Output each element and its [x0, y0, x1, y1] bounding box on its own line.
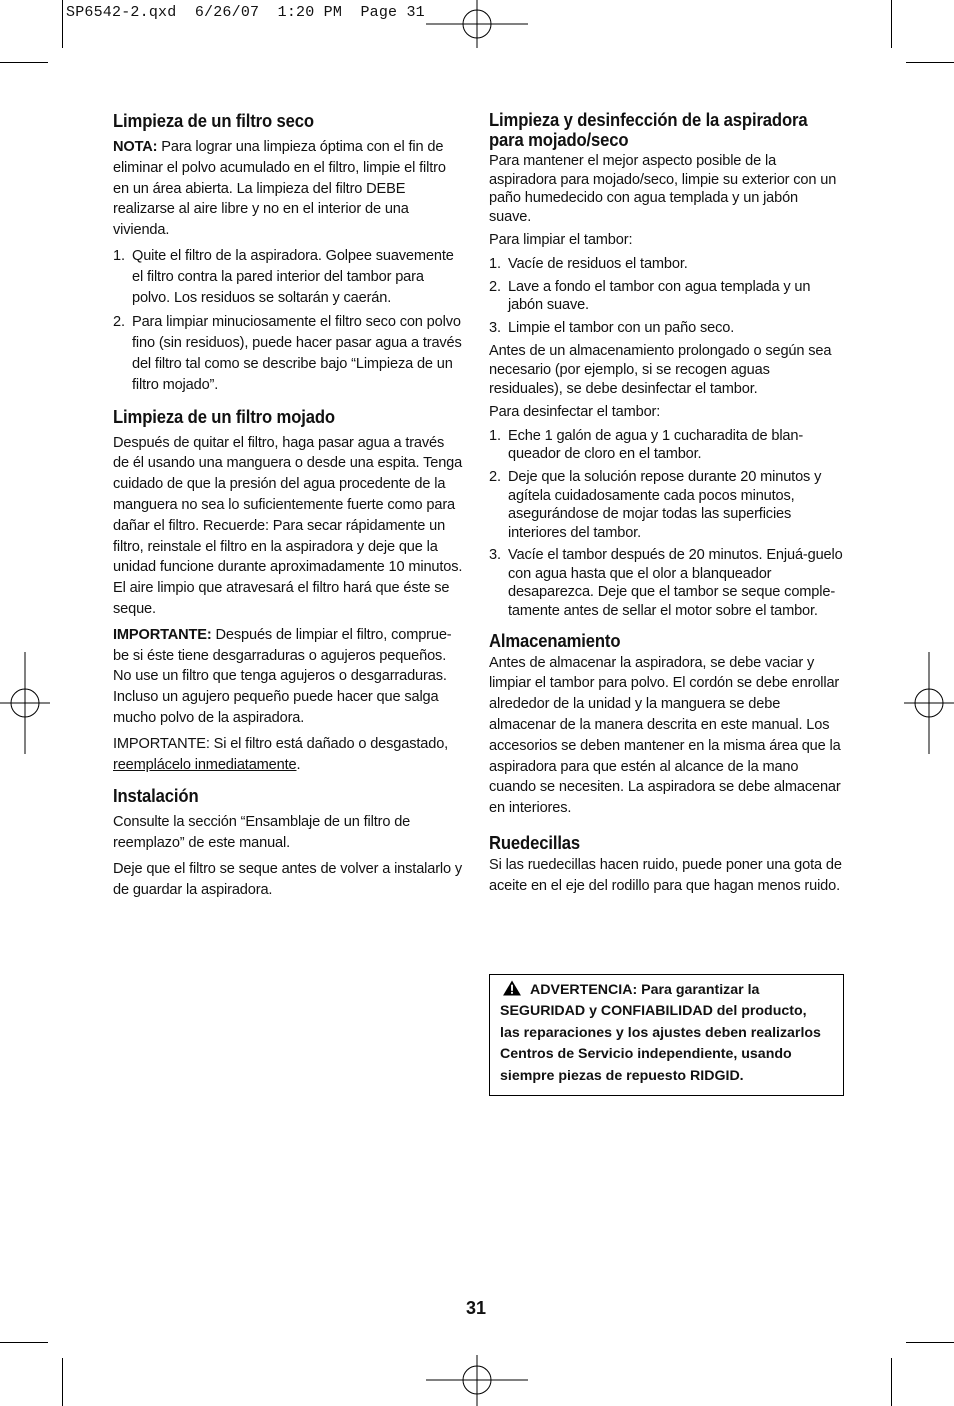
step-number: 3.: [489, 547, 501, 564]
casters-paragraph: Si las ruedecillas hacen ruido, puede poner una gota de aceite en el eje del rodillo para que hagan menos ruido.: [489, 857, 842, 894]
note-paragraph: [113, 137, 463, 241]
step-number: 2.: [489, 278, 501, 295]
replace-immediately-text: reemplácelo inmediatamente: [113, 756, 297, 773]
registration-mark-bottom: [426, 1355, 528, 1406]
step-text: Vacíe de residuos el tambor.: [508, 255, 688, 272]
heading-casters: Ruedecillas: [489, 832, 581, 854]
dry-filter-steps: [113, 246, 463, 396]
warning-line-2: SEGURIDAD y CONFIABILIDAD del producto,: [500, 1003, 807, 1020]
cleaning-paragraph-4: Para desinfectar el tambor:: [489, 404, 661, 421]
list-item: [113, 312, 463, 395]
important-paragraph: [113, 625, 463, 729]
list-item: [113, 246, 463, 308]
step-number: 2.: [113, 314, 125, 331]
heading-dry-filter: Limpieza de un filtro seco: [113, 110, 314, 131]
important-replace-paragraph: [113, 734, 463, 776]
right-column: [489, 110, 843, 902]
note-label: NOTA:: [113, 139, 158, 155]
disinfect-steps: [489, 427, 843, 621]
left-column: [113, 110, 463, 906]
warning-line-1: ADVERTENCIA: Para garantizar la: [500, 980, 834, 1001]
printer-slug: SP6542-2.qxd 6/26/07 1:20 PM Page 31: [66, 4, 425, 21]
step-text: Quite el filtro de la aspiradora. Golpee suavemente el filtro contra la pared interior del tambor para polvo. Los residuos se soltarán y caerán.: [132, 247, 454, 306]
registration-mark-top: [426, 0, 528, 48]
wet-filter-paragraph: Después de quitar el filtro, haga pasar agua a través de él usando una manguera o desde una espita. Tenga cuidado de que la presión del agua procedente de la manguera no sea lo suficientemente fuerte como para dañar el filtro. Recuerde: Para secar rápidamente un filtro, reinstale el filtro en la aspiradora y deje que la unidad funcione durante aproximadamente 10 minutos. El aire limpio que atravesará el filtro hará que éste se seque.: [113, 434, 463, 617]
list-item: [489, 427, 843, 464]
step-number: 2.: [489, 468, 501, 485]
cleaning-steps: [489, 255, 843, 337]
heading-wet-filter: Limpieza de un filtro mojado: [113, 405, 335, 427]
note-text: Para lograr una limpieza óptima con el fin de eliminar el polvo acumulado en el filtro, limpie el filtro en un área abierta. La limpieza del filtro DEBE realizarse al aire libre y no en el interior de una vivienda.: [113, 139, 446, 239]
important-text: Después de limpiar el filtro, comprue-be si éste tiene desgarraduras o agujeros pequeños. No use un filtro que tenga agujeros o desgarraduras. Incluso un agujero pequeño puede hacer que salga mucho polvo de la aspiradora.: [113, 626, 452, 726]
installation-paragraph-2: Deje que el filtro se seque antes de volver a instalarlo y de guardar la aspiradora.: [113, 860, 463, 898]
list-item: [489, 278, 843, 315]
list-item: [489, 255, 843, 274]
heading-storage: Almacenamiento: [489, 629, 621, 651]
warning-line-4: Centros de Servicio independiente, usando: [500, 1046, 792, 1063]
list-item: [489, 319, 843, 338]
step-number: 1.: [489, 427, 501, 444]
step-text: Lave a fondo el tambor con agua templada y un jabón suave.: [508, 278, 811, 314]
installation-paragraph-1: Consulte la sección “Ensamblaje de un filtro de reemplazo” de este manual.: [113, 814, 411, 852]
warning-line-3: las reparaciones y los ajustes deben realizarlos: [500, 1024, 821, 1041]
heading-cleaning-disinfection: Limpieza y desinfección de la aspiradora para mojado/seco: [489, 109, 808, 150]
step-text: Limpie el tambor con un paño seco.: [508, 319, 735, 336]
step-number: 3.: [489, 319, 501, 336]
warning-triangle-icon: [502, 980, 522, 996]
step-text: Deje que la solución repose durante 20 minutos y agítela cuidadosamente cada pocos minutos, asegurándose de mojar todas las superficies interiores del tambor.: [508, 468, 822, 541]
list-item: [489, 546, 843, 620]
list-item: [489, 468, 843, 542]
step-text: Eche 1 galón de agua y 1 cucharadita de blan-queador de cloro en el tambor.: [508, 427, 804, 463]
registration-mark-right: [904, 652, 954, 754]
important-replace-text: IMPORTANTE: Si el filtro está dañado o desgastado,: [113, 735, 449, 752]
page-number: 31: [466, 1298, 487, 1318]
cleaning-paragraph-3: Antes de un almacenamiento prolongado o según sea necesario (por ejemplo, si se recogen aguas residuales), se debe desinfectar el tambor.: [489, 343, 832, 397]
storage-paragraph: Antes de almacenar la aspiradora, se debe vaciar y limpiar el tambor para polvo. El cordón se debe enrollar alrededor de la unidad y la manguera se debe almacenar de la manera descrita en este manual. Los accesorios se deben mantener en la misma área que la aspiradora para que estén al alcance de la mano cuando se necesiten. La aspiradora se debe almacenar en interiores.: [489, 654, 841, 817]
step-text: Vacíe el tambor después de 20 minutos. Enjuá-guelo con agua hasta que el olor a blanqueador desaparezca. Deje que el tambor se seque comple-tamente antes de sellar el motor sobre el tambor.: [508, 547, 843, 620]
step-number: 1.: [489, 255, 501, 272]
heading-installation: Instalación: [113, 785, 199, 807]
warning-line-5: siempre piezas de repuesto RIDGID.: [500, 1067, 744, 1084]
important-label: IMPORTANTE:: [113, 626, 212, 643]
step-number: 1.: [113, 247, 125, 264]
step-text: Para limpiar minuciosamente el filtro seco con polvo fino (sin residuos), puede hacer pasar agua a través del filtro tal como se describe bajo “Limpieza de un filtro mojado”.: [132, 314, 462, 393]
warning-box: [489, 974, 844, 1096]
cleaning-paragraph-2: Para limpiar el tambor:: [489, 232, 633, 249]
registration-mark-left: [0, 652, 50, 754]
cleaning-paragraph-1: Para mantener el mejor aspecto posible de la aspiradora para mojado/seco, limpie su exterior con un paño humedecido con agua templada y un jabón suave.: [489, 153, 837, 225]
period: .: [296, 756, 301, 773]
